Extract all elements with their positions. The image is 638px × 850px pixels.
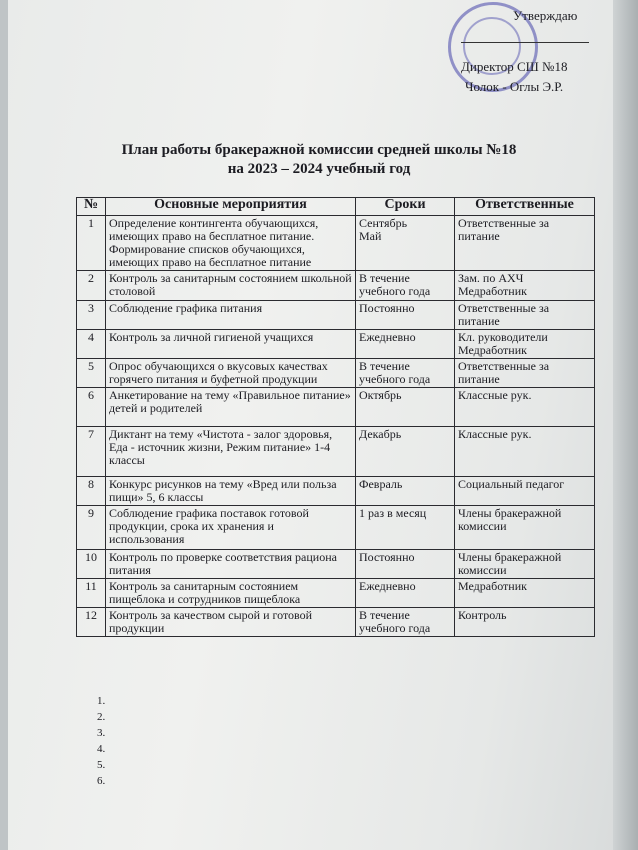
row-deadline: Постоянно: [356, 301, 455, 330]
table-row: [77, 550, 595, 579]
row-deadline: Февраль: [356, 477, 455, 506]
table-row: [77, 506, 595, 550]
row-responsible: Контроль: [455, 608, 595, 637]
document-title: План работы бракеражной комиссии средней школы №18: [121, 142, 517, 158]
row-responsible: Кл. руководители Медработник: [455, 330, 595, 359]
row-activity: Контроль за качеством сырой и готовой продукции: [106, 608, 356, 637]
document-subtitle: на 2023 – 2024 учебный год: [227, 161, 411, 177]
row-number: 10: [77, 550, 106, 579]
row-number: 6: [77, 388, 106, 427]
folder-edge: [613, 0, 638, 850]
list-item: [108, 693, 111, 709]
list-item: [108, 757, 111, 773]
header-deadlines: Сроки: [356, 198, 455, 216]
row-activity: Определение контингента обучающихся, имеющих право на бесплатное питание. Формирование списков обучающихся, имеющих право на бесплатное питание: [106, 216, 356, 271]
row-activity: Контроль за санитарным состоянием школьной столовой: [106, 271, 356, 301]
row-number: 7: [77, 427, 106, 477]
row-responsible: Зам. по АХЧ Медработник: [455, 271, 595, 301]
row-responsible: Классные рук.: [455, 427, 595, 477]
table-header-row: [77, 198, 595, 216]
header-activities: Основные мероприятия: [106, 198, 356, 216]
header-responsible: Ответственные: [455, 198, 595, 216]
table-row: [77, 477, 595, 506]
row-responsible: Социальный педагог: [455, 477, 595, 506]
table-row: [77, 608, 595, 637]
row-number: 3: [77, 301, 106, 330]
table-row: [77, 330, 595, 359]
row-responsible: Члены бракеражной комиссии: [455, 506, 595, 550]
row-activity: Контроль за санитарным состоянием пищеблока и сотрудников пищеблока: [106, 579, 356, 608]
row-number: 4: [77, 330, 106, 359]
row-deadline: Ежедневно: [356, 330, 455, 359]
table-row: [77, 271, 595, 301]
row-number: 2: [77, 271, 106, 301]
row-deadline: Сентябрь Май: [356, 216, 455, 271]
row-responsible: Ответственные за питание: [455, 301, 595, 330]
row-number: 11: [77, 579, 106, 608]
row-activity: Соблюдение графика питания: [106, 301, 356, 330]
row-number: 9: [77, 506, 106, 550]
plan-table: [76, 197, 595, 637]
row-deadline: Декабрь: [356, 427, 455, 477]
row-deadline: 1 раз в месяц: [356, 506, 455, 550]
table-row: [77, 579, 595, 608]
table-row: [77, 359, 595, 388]
row-number: 1: [77, 216, 106, 271]
row-responsible: Медработник: [455, 579, 595, 608]
row-activity: Конкурс рисунков на тему «Вред или польза пищи» 5, 6 классы: [106, 477, 356, 506]
row-activity: Диктант на тему «Чистота - залог здоровья, Еда - источник жизни, Режим питание» 1-4 классы: [106, 427, 356, 477]
list-item: [108, 773, 111, 789]
row-activity: Соблюдение графика поставок готовой продукции, срока их хранения и использования: [106, 506, 356, 550]
row-activity: Опрос обучающихся о вкусовых качествах горячего питания и буфетной продукции: [106, 359, 356, 388]
row-number: 8: [77, 477, 106, 506]
row-activity: Анкетирование на тему «Правильное питание» детей и родителей: [106, 388, 356, 427]
list-item: [108, 709, 111, 725]
row-deadline: В течение учебного года: [356, 271, 455, 301]
table-row: [77, 216, 595, 271]
row-responsible: Члены бракеражной комиссии: [455, 550, 595, 579]
row-activity: Контроль по проверке соответствия рациона питания: [106, 550, 356, 579]
row-number: 12: [77, 608, 106, 637]
list-item: [108, 741, 111, 757]
table-row: [77, 388, 595, 427]
row-deadline: В течение учебного года: [356, 359, 455, 388]
row-responsible: Ответственные за питание: [455, 359, 595, 388]
row-deadline: В течение учебного года: [356, 608, 455, 637]
row-responsible: Классные рук.: [455, 388, 595, 427]
approve-label: Утверждаю: [513, 8, 578, 23]
list-item: [108, 725, 111, 741]
table-row: [77, 301, 595, 330]
director-name: Чолок - Оглы Э.Р.: [465, 79, 564, 94]
row-activity: Контроль за личной гигиеной учащихся: [106, 330, 356, 359]
table-row: [77, 427, 595, 477]
row-responsible: Ответственные за питание: [455, 216, 595, 271]
row-deadline: Постоянно: [356, 550, 455, 579]
row-deadline: Октябрь: [356, 388, 455, 427]
header-number: №: [77, 198, 106, 216]
blank-numbered-list: [88, 693, 111, 789]
signature-line: [461, 42, 589, 43]
director-position: Директор СШ №18: [461, 59, 568, 74]
row-deadline: Ежедневно: [356, 579, 455, 608]
row-number: 5: [77, 359, 106, 388]
